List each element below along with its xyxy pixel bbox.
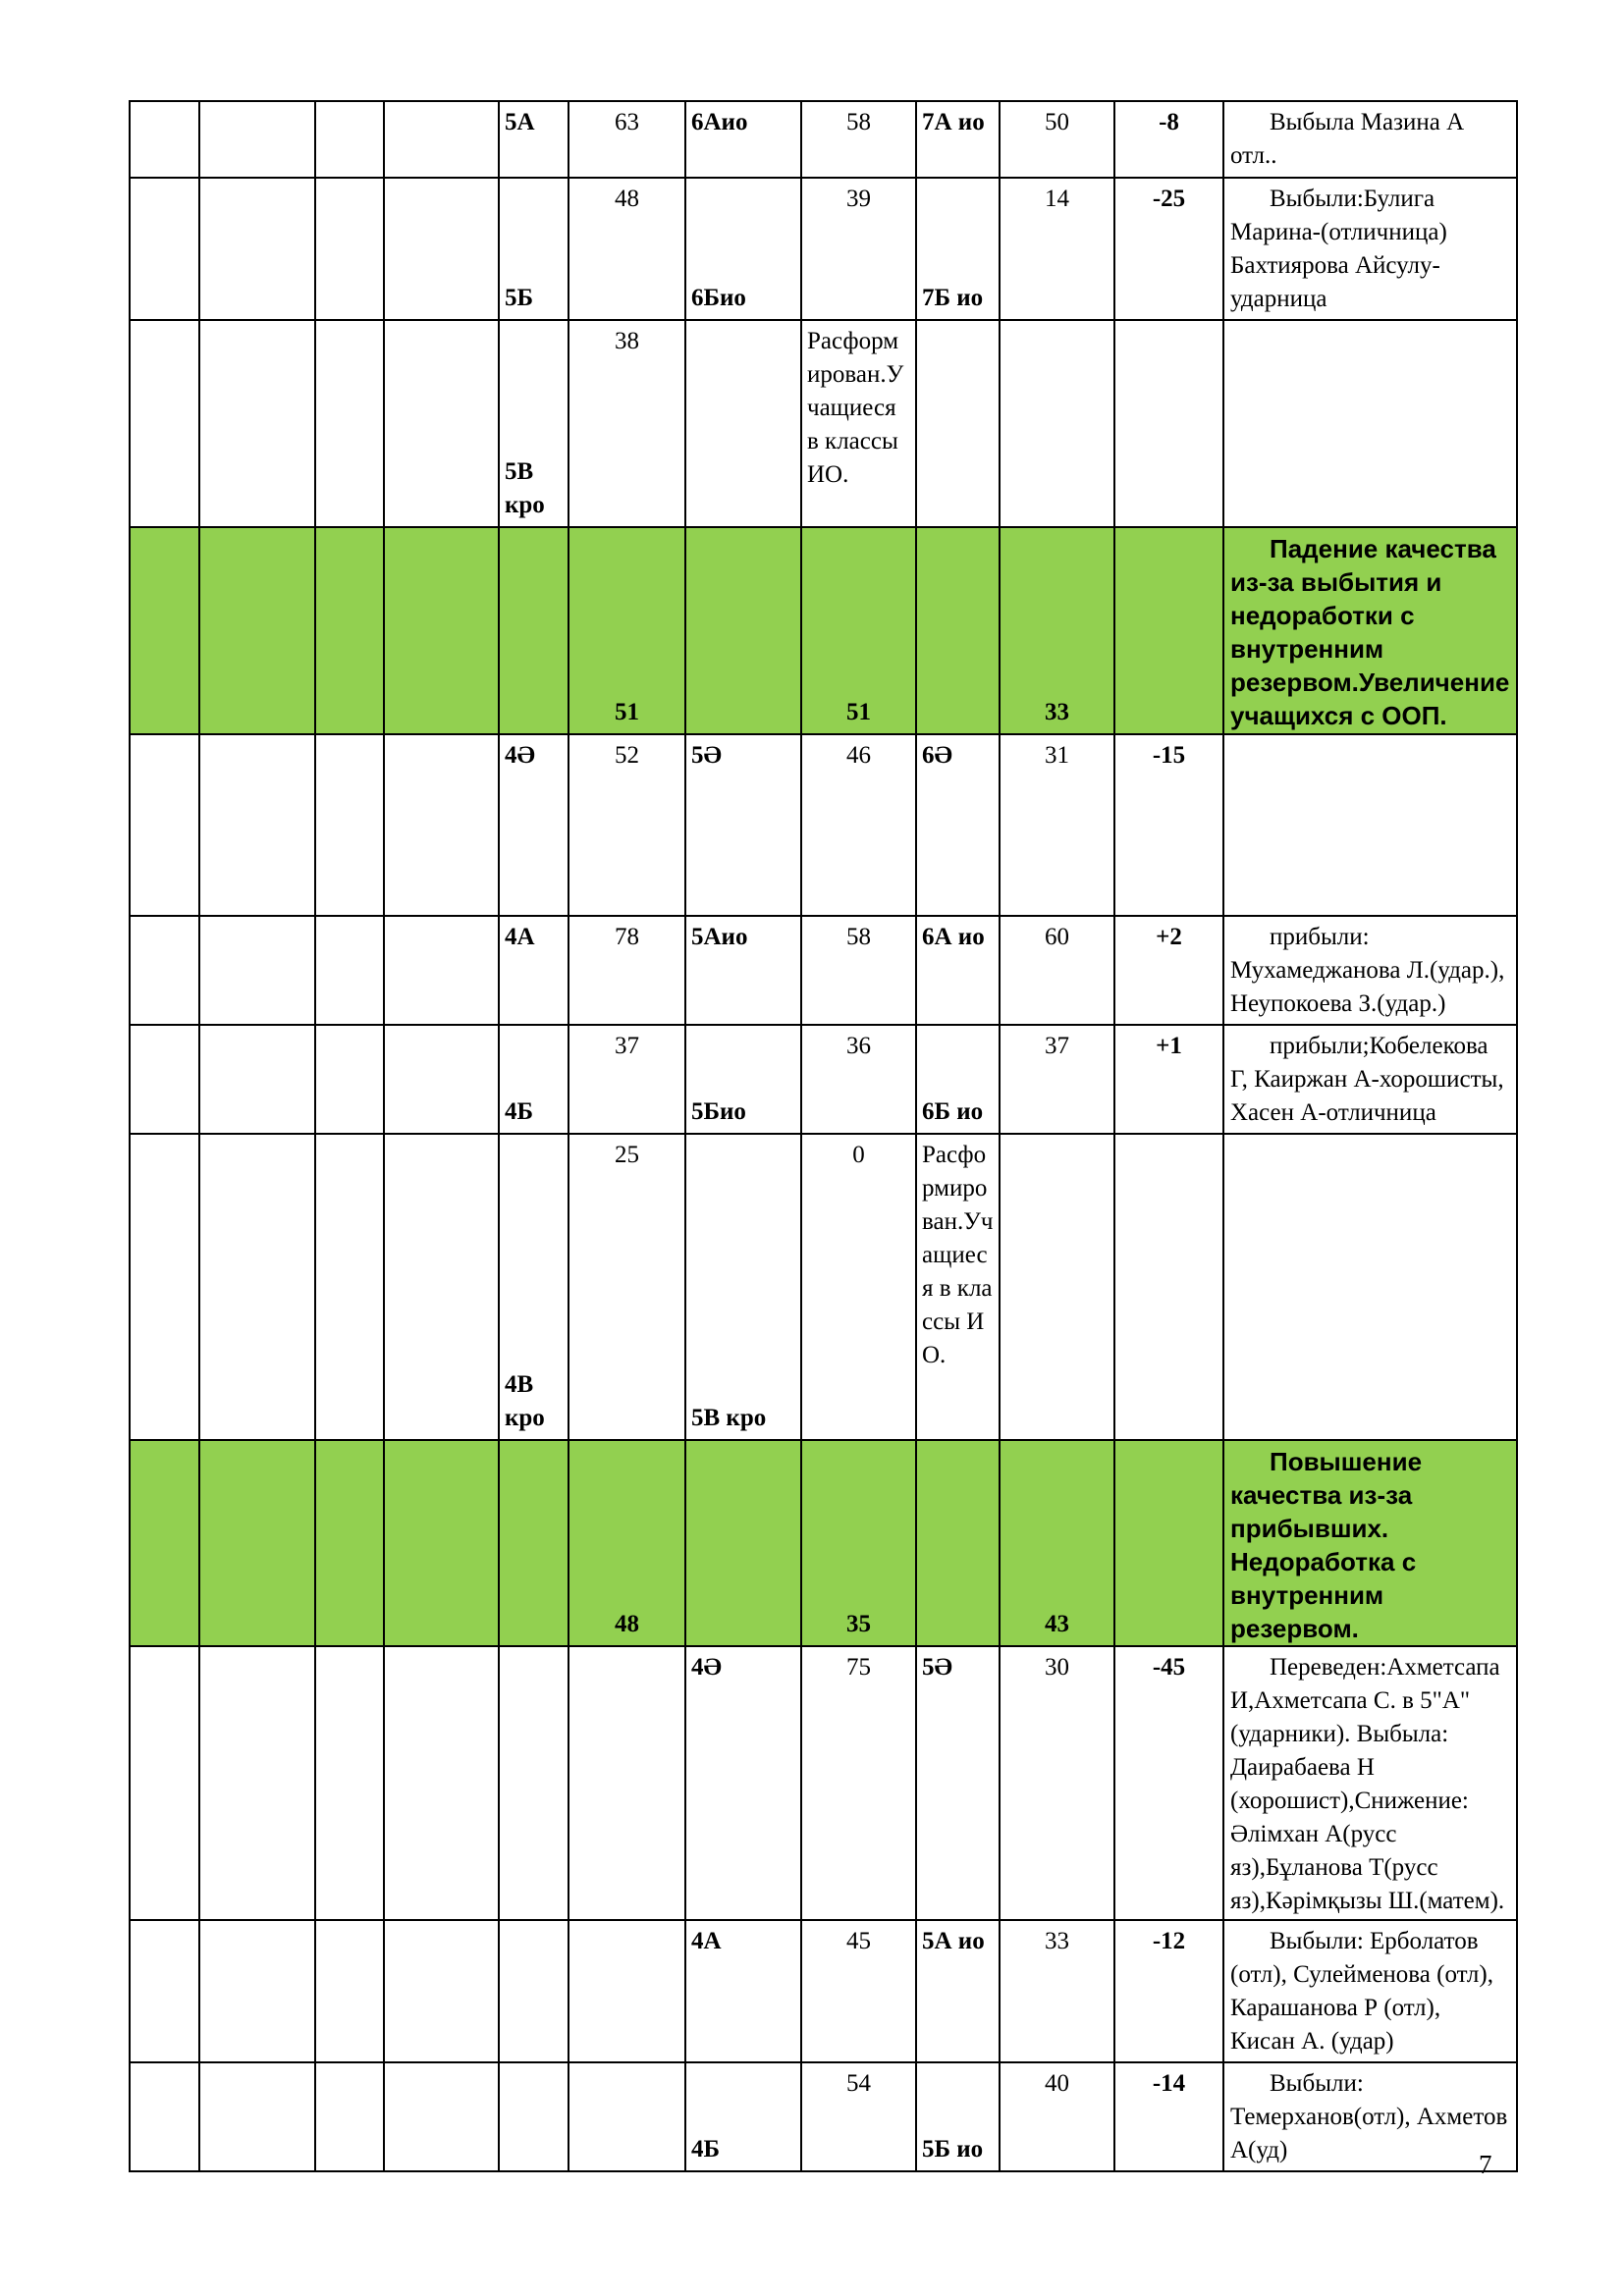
difference-cell: -8	[1114, 101, 1223, 178]
difference-cell	[1114, 1134, 1223, 1440]
note-cell: прибыли;Кобелекова Г, Каиржан А-хорошисты, Хасен А-отличница	[1223, 1025, 1517, 1134]
value-cell: 78	[568, 916, 685, 1025]
value-cell	[1000, 1134, 1114, 1440]
class-cell: 6Ә	[916, 734, 1000, 916]
value-cell: 30	[1000, 1646, 1114, 1920]
value-cell	[1000, 320, 1114, 527]
class-cell: 5А	[499, 101, 568, 178]
results-table	[129, 100, 1518, 2172]
class-cell: 5В кро	[499, 320, 568, 527]
table-row	[130, 916, 1517, 1025]
class-cell: 4Б	[499, 1025, 568, 1134]
table-row	[130, 734, 1517, 916]
value-cell: 58	[801, 101, 916, 178]
status-cell: Расформирован.Учащиеся в классы ИО.	[916, 1134, 1000, 1440]
summary-row	[130, 1440, 1517, 1646]
class-cell: 5Б ио	[916, 2062, 1000, 2171]
difference-cell: -14	[1114, 2062, 1223, 2171]
table-row	[130, 1920, 1517, 2062]
value-cell: 37	[568, 1025, 685, 1134]
note-cell: Выбыли: Темерханов(отл), Ахметов А(уд)	[1223, 2062, 1517, 2171]
class-cell: 5В кро	[685, 1134, 801, 1440]
value-cell: 52	[568, 734, 685, 916]
difference-cell: +2	[1114, 916, 1223, 1025]
class-cell: 4А	[685, 1920, 801, 2062]
difference-cell: -15	[1114, 734, 1223, 916]
class-cell: 5Био	[685, 1025, 801, 1134]
class-cell: 7Б ио	[916, 178, 1000, 320]
table-row	[130, 178, 1517, 320]
status-cell: Расформирован.Учащиеся в классы ИО.	[801, 320, 916, 527]
class-cell: 5Ә	[685, 734, 801, 916]
value-cell: 14	[1000, 178, 1114, 320]
class-cell: 6Аио	[685, 101, 801, 178]
class-cell	[916, 320, 1000, 527]
value-cell: 54	[801, 2062, 916, 2171]
class-cell: 4Ә	[685, 1646, 801, 1920]
value-cell: 37	[1000, 1025, 1114, 1134]
conclusion-cell: Повышение качества из-за прибывших. Недоработка с внутренним резервом.	[1223, 1440, 1517, 1646]
value-cell: 75	[801, 1646, 916, 1920]
value-cell: 63	[568, 101, 685, 178]
difference-cell: -45	[1114, 1646, 1223, 1920]
value-cell: 38	[568, 320, 685, 527]
difference-cell: +1	[1114, 1025, 1223, 1134]
value-cell: 50	[1000, 101, 1114, 178]
value-cell: 39	[801, 178, 916, 320]
note-cell	[1223, 734, 1517, 916]
average-value: 43	[1000, 1440, 1114, 1646]
value-cell: 46	[801, 734, 916, 916]
class-cell: 4В кро	[499, 1134, 568, 1440]
class-cell: 4А	[499, 916, 568, 1025]
average-value: 35	[801, 1440, 916, 1646]
table-row	[130, 1646, 1517, 1920]
note-cell	[1223, 1134, 1517, 1440]
value-cell: 31	[1000, 734, 1114, 916]
table-row	[130, 320, 1517, 527]
summary-row	[130, 527, 1517, 734]
value-cell: 33	[1000, 1920, 1114, 2062]
difference-cell: -12	[1114, 1920, 1223, 2062]
value-cell: 25	[568, 1134, 685, 1440]
page-number: 7	[1479, 2150, 1492, 2179]
table-row	[130, 1025, 1517, 1134]
difference-cell: -25	[1114, 178, 1223, 320]
value-cell: 58	[801, 916, 916, 1025]
value-cell: 45	[801, 1920, 916, 2062]
note-cell: Переведен:Ахметсапа И,Ахметсапа С. в 5"А" (ударники). Выбыла: Даирабаева Н (хорошист),Снижение: Әлімхан А(русс яз),Бұланова Т(русс яз),Кәрімқызы Ш.(матем).	[1223, 1646, 1517, 1920]
class-cell: 6Био	[685, 178, 801, 320]
value-cell: 48	[568, 178, 685, 320]
note-cell: Выбыли: Ерболатов (отл), Сулейменова (отл), Карашанова Р (отл), Кисан А. (удар)	[1223, 1920, 1517, 2062]
class-cell: 6Б ио	[916, 1025, 1000, 1134]
class-cell: 5Б	[499, 178, 568, 320]
table-row	[130, 1134, 1517, 1440]
average-value: 33	[1000, 527, 1114, 734]
class-cell: 5Аио	[685, 916, 801, 1025]
value-cell: 0	[801, 1134, 916, 1440]
note-cell: Выбыла Мазина А отл..	[1223, 101, 1517, 178]
average-value: 51	[568, 527, 685, 734]
table-row	[130, 2062, 1517, 2171]
class-cell: 5А ио	[916, 1920, 1000, 2062]
class-cell: 4Ә	[499, 734, 568, 916]
value-cell: 40	[1000, 2062, 1114, 2171]
class-cell	[685, 320, 801, 527]
note-cell	[1223, 320, 1517, 527]
value-cell: 60	[1000, 916, 1114, 1025]
average-value: 51	[801, 527, 916, 734]
class-cell: 5Ә	[916, 1646, 1000, 1920]
conclusion-cell: Падение качества из-за выбытия и недоработки с внутренним резервом.Увеличение учащихся с ООП.	[1223, 527, 1517, 734]
class-cell: 4Б	[685, 2062, 801, 2171]
note-cell: прибыли: Мухамеджанова Л.(удар.), Неупокоева З.(удар.)	[1223, 916, 1517, 1025]
average-value: 48	[568, 1440, 685, 1646]
class-cell: 7А ио	[916, 101, 1000, 178]
class-cell: 6А ио	[916, 916, 1000, 1025]
value-cell: 36	[801, 1025, 916, 1134]
note-cell: Выбыли:Булига Марина-(отличница) Бахтиярова Айсулу-ударница	[1223, 178, 1517, 320]
table-row	[130, 101, 1517, 178]
difference-cell	[1114, 320, 1223, 527]
